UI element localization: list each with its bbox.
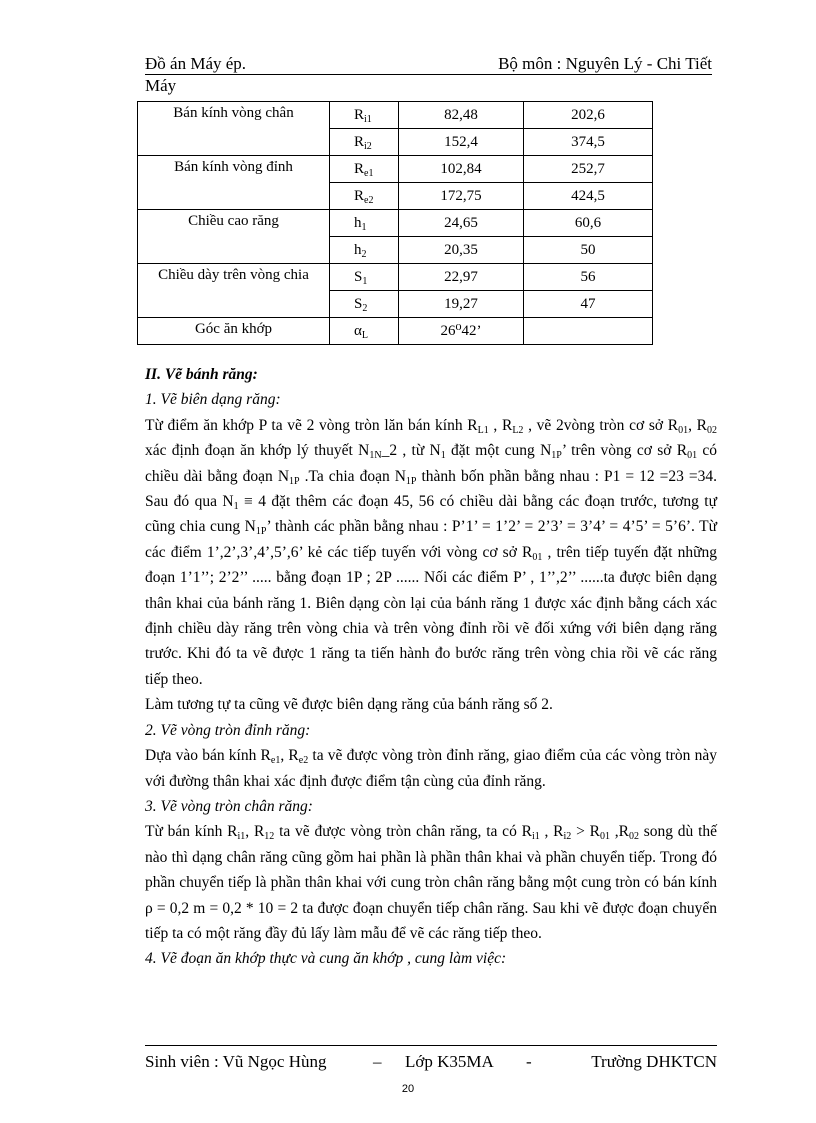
document-body [145,362,717,972]
page-footer [145,1045,717,1071]
header-continuation: Máy [145,76,177,95]
subsection-1-paragraph-2: Làm tương tự ta cũng vẽ được biên dạng răng của bánh răng số 2. [145,696,553,714]
parameter-symbol: $R_{e1}$ [330,156,399,183]
footer-class: Lớp K35MA [405,1052,494,1071]
parameter-name: Chiều dày trên vòng chia [138,264,330,318]
gear-1-value: 102,84 [399,156,524,183]
gear-2-value: 202,6 [524,102,653,129]
gear-2-value: 252,7 [524,156,653,183]
gear-2-value: 374,5 [524,129,653,156]
gear-1-value: 82,48 [399,102,524,129]
footer-school: Trường DHKTCN [591,1052,717,1071]
subsection-2-title: 2. Vẽ vòng tròn đỉnh răng: [145,721,311,739]
subsection-3-paragraph: Từ bán kính $R_{i1}$, $R_{12}$ ta vẽ được vòng tròn chân răng, ta có $R_{i1}$ , $R_{i2} > R_{01}$ $,R_{02}$ song dù thế nào thì dạng chân răng cũng gồm hai phần là phần thân khai và phần chuyển tiếp. Trong đó phần chuyển tiếp là phần thân khai với cung tròn chân răng bằng một cung tròn có bán kính ρ = 0,2 m = 0,2 * 10 = 2 ta được đoạn chuyển tiếp chân răng. Sau khi vẽ được đoạn chuyển tiếp ta có một răng đầy đủ lấy làm mẫu để vẽ các răng tiếp theo. [145,823,717,942]
gear-1-value: 20,35 [399,237,524,264]
footer-dash-1: – [373,1052,382,1071]
parameter-symbol: $R_{i2}$ [330,129,399,156]
parameter-name: Bán kính vòng chân [138,102,330,156]
parameter-name: Chiều cao răng [138,210,330,264]
table-row [138,210,653,237]
footer-dash-2: - [526,1052,532,1071]
parameter-symbol: $R_{i1}$ [330,102,399,129]
parameter-symbol: $S_1$ [330,264,399,291]
gear-1-value: 22,97 [399,264,524,291]
gear-1-value: 19,27 [399,291,524,318]
table-row [138,318,653,345]
gear-2-value: 60,6 [524,210,653,237]
subsection-4-title: 4. Vẽ đoạn ăn khớp thực và cung ăn khớp , cung làm việc: [145,950,507,968]
gear-2-value [524,318,653,345]
table-row [138,156,653,183]
section-title: II. Vẽ bánh răng: [145,366,258,383]
gear-2-value: 424,5 [524,183,653,210]
parameter-symbol: $R_{e2}$ [330,183,399,210]
table-row [138,264,653,291]
gear-1-value: 26⁰42’ [399,318,524,345]
gear-2-value: 50 [524,237,653,264]
gear-2-value: 56 [524,264,653,291]
gear-1-value: 172,75 [399,183,524,210]
header-right: Bộ môn : Nguyên Lý - Chi Tiết [498,54,712,73]
page-header [145,54,712,75]
subsection-2-paragraph: Dựa vào bán kính $R_{e1}$, $R_{e2}$ ta vẽ được vòng tròn đỉnh răng, giao điểm của các vòng tròn này với đường thân khai xác định được điểm tận cùng của đỉnh răng. [145,747,717,790]
header-left: Đồ án Máy ép. [145,54,247,73]
parameter-name: Góc ăn khớp [138,318,330,345]
footer-student: Sinh viên : Vũ Ngọc Hùng [145,1052,327,1071]
parameter-symbol: $h_2$ [330,237,399,264]
parameter-symbol: $S_2$ [330,291,399,318]
gear-parameter-table [137,101,653,345]
subsection-1-title: 1. Vẽ biên dạng răng: [145,391,281,409]
page-number: 20 [401,1083,415,1095]
parameter-symbol: $\alpha_L$ [330,318,399,345]
parameter-name: Bán kính vòng đỉnh [138,156,330,210]
subsection-1-paragraph-1: Từ điểm ăn khớp P ta vẽ 2 vòng tròn lăn bán kính $R_{L1}$ , $R_{L2}$ , vẽ 2vòng tròn cơ sở $R_{01}$, $R_{02}$ xác định đoạn ăn khớp lý thuyết $N_{1N}\_2$ , từ $N_1$ đặt một cung $N_{1P}$’ trên vòng cơ sở $R_{01}$ có chiều dài bằng đoạn $N_{1P}$ .Ta chia đoạn $N_{1P}$ thành bốn phần bằng nhau : P1 = 12 =23 =34. Sau đó qua $N_1 \equiv 4$ đặt thêm các đoạn 45, 56 có chiều dài bằng các đoạn trước, tương tự cũng chia cung $N_{1P}$’ thành các phần bằng nhau : P’1’ = 1’2’ = 2’3’ = 3’4’ = 4’5’ = 5’6’. Từ các điểm 1’,2’,3’,4’,5’,6’ kẻ các tiếp tuyến với vòng cơ sở $R_{01}$ , trên tiếp tuyến đặt những đoạn 1’1’’; 2’2’’ ..... bằng đoạn 1P ; 2P ...... Nối các điểm P’ , 1’’,2’’ ......ta được biên dạng thân khai của bánh răng 1. Biên dạng còn lại của bánh răng 1 được xác định bằng cách xác định chiều dày răng trên vòng chia và trên vòng đỉnh rồi vẽ đối xứng với biên dạng răng trước. Khi đó ta vẽ được 1 răng ta tiến hành đo bước răng trên vòng chia rồi vẽ các răng tiếp theo. [145,416,718,688]
parameter-symbol: $h_1$ [330,210,399,237]
gear-2-value: 47 [524,291,653,318]
gear-1-value: 24,65 [399,210,524,237]
gear-1-value: 152,4 [399,129,524,156]
subsection-3-title: 3. Vẽ vòng tròn chân răng: [145,797,313,815]
table-row [138,102,653,129]
